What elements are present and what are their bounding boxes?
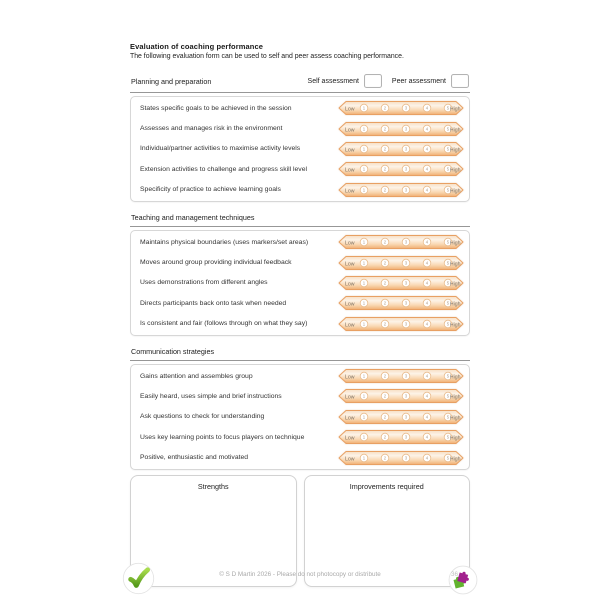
rating-point-number: 5 (446, 260, 450, 266)
rating-point-number: 5 (446, 300, 450, 306)
rating-scale[interactable] (338, 234, 464, 250)
scale-high-label: High (449, 394, 461, 401)
form-section (130, 72, 470, 202)
rating-point-number: 2 (383, 373, 387, 379)
rating-scale-arrow (338, 316, 464, 332)
scale-low-label: Low (345, 455, 355, 462)
peer-assessment-label: Peer assessment (391, 77, 446, 85)
rating-scale[interactable] (338, 368, 464, 384)
rating-point-number: 5 (446, 146, 450, 152)
rating-scale[interactable] (338, 409, 464, 425)
rating-scale[interactable] (338, 316, 464, 332)
scale-low-label: Low (345, 415, 355, 422)
rating-scale-arrow (338, 141, 464, 157)
scale-high-label: High (449, 126, 461, 133)
rating-point-number: 1 (362, 300, 366, 306)
evaluation-row (131, 159, 469, 179)
rating-point-number: 1 (362, 260, 366, 266)
scale-high-label: High (449, 455, 461, 462)
footer-copyright: © S D Martin 2026 - Please do not photocopy or distribute (219, 571, 381, 578)
criterion-label: Positive, enthusiastic and motivated (140, 454, 249, 462)
rating-point-number: 1 (362, 455, 366, 461)
evaluation-row (131, 427, 469, 447)
form-section (130, 345, 470, 470)
evaluation-row (131, 407, 469, 427)
rating-point-number: 2 (383, 105, 387, 111)
rating-scale-arrow (338, 368, 464, 384)
rating-point-number: 4 (425, 434, 429, 440)
criterion-label: States specific goals to be achieved in the session (140, 104, 292, 112)
rating-point-number: 1 (362, 373, 366, 379)
scale-low-label: Low (345, 240, 355, 247)
evaluation-row (131, 118, 469, 138)
rating-point-number: 5 (446, 455, 450, 461)
rating-point-number: 3 (404, 166, 408, 172)
notes-heading: Improvements required (349, 481, 424, 491)
rating-point-number: 3 (404, 394, 408, 400)
rating-scale[interactable] (338, 141, 464, 157)
evaluation-row (131, 366, 469, 386)
rating-scale[interactable] (338, 182, 464, 198)
scale-low-label: Low (345, 281, 355, 288)
rating-point-number: 1 (362, 414, 366, 420)
rating-scale[interactable] (338, 100, 464, 116)
rating-point-number: 1 (362, 394, 366, 400)
page-subtitle: The following evaluation form can be used to self and peer assess coaching performance. (130, 53, 404, 60)
check-icon (122, 562, 155, 595)
rating-point-number: 3 (404, 239, 408, 245)
section-heading: Communication strategies (131, 346, 215, 356)
peer-assessment-input[interactable] (451, 74, 469, 88)
sections-container (130, 72, 470, 470)
evaluation-row (131, 293, 469, 313)
rating-point-number: 2 (383, 239, 387, 245)
rating-scale-arrow (338, 255, 464, 271)
rating-point-number: 5 (446, 239, 450, 245)
rating-point-number: 1 (362, 434, 366, 440)
scale-high-label: High (449, 281, 461, 288)
rating-point-number: 3 (404, 187, 408, 193)
evaluation-row (131, 447, 469, 467)
scale-low-label: Low (345, 322, 355, 329)
rating-point-number: 1 (362, 321, 366, 327)
rating-scale-arrow (338, 121, 464, 137)
rating-scale-arrow (338, 429, 464, 445)
rating-point-number: 4 (425, 455, 429, 461)
rating-point-number: 2 (383, 455, 387, 461)
section-heading: Teaching and management techniques (131, 212, 255, 222)
scale-high-label: High (449, 301, 461, 308)
scale-low-label: Low (345, 394, 355, 401)
rating-point-number: 5 (446, 166, 450, 172)
rating-point-number: 2 (383, 146, 387, 152)
criterion-label: Maintains physical boundaries (uses markers/set areas) (140, 238, 309, 246)
rating-scale[interactable] (338, 295, 464, 311)
scale-high-label: High (449, 188, 461, 195)
rating-point-number: 2 (383, 394, 387, 400)
rating-point-number: 3 (404, 455, 408, 461)
rating-point-number: 3 (404, 300, 408, 306)
self-assessment-label: Self assessment (307, 77, 359, 85)
evaluation-row (131, 139, 469, 159)
rating-point-number: 2 (383, 280, 387, 286)
rating-scale[interactable] (338, 121, 464, 137)
criterion-label: Easily heard, uses simple and brief instructions (140, 392, 282, 400)
rating-point-number: 1 (362, 146, 366, 152)
assessment-header (298, 74, 469, 88)
criterion-label: Directs participants back onto task when needed (140, 299, 287, 307)
criterion-label: Ask questions to check for understanding (140, 413, 265, 421)
criterion-label: Uses demonstrations from different angles (140, 279, 268, 287)
rating-point-number: 1 (362, 280, 366, 286)
rating-point-number: 5 (446, 414, 450, 420)
criterion-label: Is consistent and fair (follows through on what they say) (140, 320, 308, 328)
page-title: Evaluation of coaching performance (130, 42, 264, 51)
rating-scale-arrow (338, 388, 464, 404)
rating-point-number: 1 (362, 126, 366, 132)
form-content (130, 42, 470, 587)
scale-low-label: Low (345, 301, 355, 308)
rating-point-number: 5 (446, 105, 450, 111)
rating-point-number: 4 (425, 260, 429, 266)
scale-high-label: High (449, 435, 461, 442)
rating-point-number: 4 (425, 280, 429, 286)
evaluation-row (131, 273, 469, 293)
rating-scale[interactable] (338, 161, 464, 177)
rating-point-number: 2 (383, 300, 387, 306)
evaluation-row (131, 232, 469, 252)
rating-scale-arrow (338, 409, 464, 425)
scale-low-label: Low (345, 188, 355, 195)
rating-point-number: 2 (383, 321, 387, 327)
scale-low-label: Low (345, 126, 355, 133)
rating-scale-arrow (338, 100, 464, 116)
scale-high-label: High (449, 240, 461, 247)
scale-high-label: High (449, 147, 461, 154)
rating-point-number: 3 (404, 280, 408, 286)
rating-point-number: 3 (404, 105, 408, 111)
rating-point-number: 5 (446, 321, 450, 327)
rating-point-number: 4 (425, 105, 429, 111)
section-box (130, 364, 470, 470)
rating-point-number: 4 (425, 166, 429, 172)
rating-point-number: 4 (425, 300, 429, 306)
rating-point-number: 5 (446, 394, 450, 400)
rating-point-number: 1 (362, 187, 366, 193)
criterion-label: Moves around group providing individual feedback (140, 259, 292, 267)
puzzle-icon-holder (448, 565, 478, 595)
evaluation-row (131, 314, 469, 334)
rating-point-number: 2 (383, 187, 387, 193)
section-box (130, 230, 470, 336)
rating-scale-arrow (338, 450, 464, 466)
form-section (130, 211, 470, 336)
scale-low-label: Low (345, 147, 355, 154)
rating-point-number: 2 (383, 414, 387, 420)
scale-low-label: Low (345, 435, 355, 442)
criterion-label: Assesses and manages risk in the environment (140, 125, 283, 133)
rating-point-number: 2 (383, 126, 387, 132)
evaluation-row (131, 252, 469, 272)
rating-point-number: 2 (383, 260, 387, 266)
rating-point-number: 1 (362, 239, 366, 245)
rating-point-number: 5 (446, 187, 450, 193)
criterion-label: Gains attention and assembles group (140, 372, 253, 380)
rating-scale[interactable] (338, 255, 464, 271)
rating-scale-arrow (338, 234, 464, 250)
rating-scale-arrow (338, 182, 464, 198)
section-box (130, 96, 470, 202)
evaluation-row (131, 98, 469, 118)
rating-point-number: 3 (404, 414, 408, 420)
rating-point-number: 4 (425, 187, 429, 193)
rating-point-number: 3 (404, 321, 408, 327)
rating-point-number: 4 (425, 373, 429, 379)
section-heading: Planning and preparation (131, 76, 212, 86)
scale-low-label: Low (345, 374, 355, 381)
rating-point-number: 4 (425, 146, 429, 152)
rating-point-number: 3 (404, 146, 408, 152)
rating-point-number: 2 (383, 166, 387, 172)
scale-low-label: Low (345, 106, 355, 113)
rating-point-number: 5 (446, 126, 450, 132)
rating-point-number: 4 (425, 239, 429, 245)
scale-high-label: High (449, 415, 461, 422)
rating-point-number: 3 (404, 126, 408, 132)
evaluation-row (131, 386, 469, 406)
section-header-row (130, 211, 470, 227)
evaluation-row (131, 180, 469, 200)
section-header-row (130, 345, 470, 361)
rating-point-number: 1 (362, 105, 366, 111)
rating-point-number: 5 (446, 434, 450, 440)
self-assessment-input[interactable] (364, 74, 382, 88)
rating-point-number: 3 (404, 260, 408, 266)
rating-scale-arrow (338, 161, 464, 177)
scale-high-label: High (449, 260, 461, 267)
rating-scale[interactable] (338, 450, 464, 466)
scale-low-label: Low (345, 167, 355, 174)
rating-point-number: 4 (425, 414, 429, 420)
scale-high-label: High (449, 322, 461, 329)
rating-point-number: 1 (362, 166, 366, 172)
rating-scale-arrow (338, 275, 464, 291)
rating-point-number: 2 (383, 434, 387, 440)
scale-high-label: High (449, 374, 461, 381)
page-footer (130, 571, 470, 578)
scale-high-label: High (449, 106, 461, 113)
check-icon-holder (122, 562, 155, 595)
criterion-label: Specificity of practice to achieve learning goals (140, 186, 281, 194)
rating-point-number: 5 (446, 280, 450, 286)
notes-heading: Strengths (197, 481, 229, 491)
rating-point-number: 4 (425, 126, 429, 132)
scale-low-label: Low (345, 260, 355, 267)
rating-point-number: 3 (404, 434, 408, 440)
criterion-label: Uses key learning points to focus players on technique (140, 433, 305, 441)
rating-point-number: 5 (446, 373, 450, 379)
rating-scale-arrow (338, 295, 464, 311)
section-header-row (130, 72, 470, 93)
rating-scale[interactable] (338, 429, 464, 445)
rating-scale[interactable] (338, 388, 464, 404)
puzzle-icon (448, 565, 478, 595)
page-number: 36 (450, 571, 458, 578)
scale-high-label: High (449, 167, 461, 174)
criterion-label: Individual/partner activities to maximise activity levels (140, 145, 301, 153)
criterion-label: Extension activities to challenge and progress skill level (140, 165, 307, 173)
rating-point-number: 3 (404, 373, 408, 379)
rating-point-number: 4 (425, 321, 429, 327)
rating-scale[interactable] (338, 275, 464, 291)
rating-point-number: 4 (425, 394, 429, 400)
